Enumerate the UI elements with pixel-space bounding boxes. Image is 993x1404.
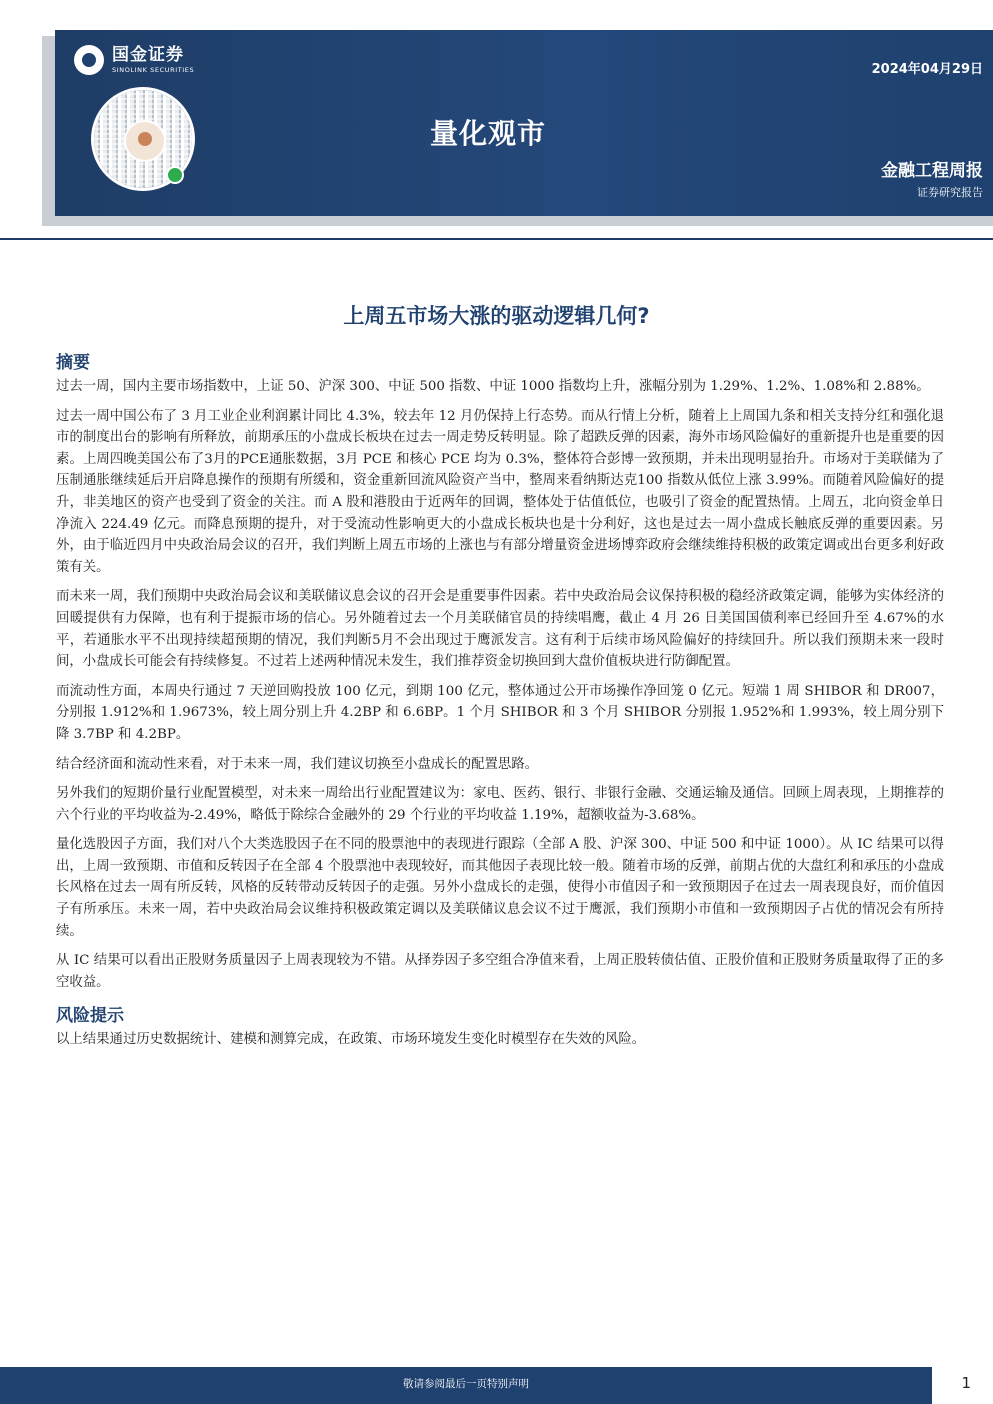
logo-cn-text: 国金证券 — [112, 44, 184, 65]
summary-paragraph: 另外我们的短期价量行业配置模型，对未来一周给出行业配置建议为：家电、医药、银行、非银行金融、交通运输及通信。回顾上周表现，上期推荐的六个行业的平均收益为-2.49%，略低于除综合金融外的 29 个行业的平均收益 1.19%，超额收益为-3.68%。 — [56, 786, 944, 823]
summary-paragraph: 而未来一周，我们预期中央政治局会议和美联储议息会议的召开会是重要事件因素。若中央政治局会议保持积极的稳经济政策定调，能够为实体经济的回暖提供有力保障，也有利于提振市场的信心。另外随着过去一个月美联储官员的持续唱鹰，截止 4 月 26 日美国国债利率已经回升至 4.67%的水平，若通胀水平不出现持续超预期的情况，我们判断5月不会出现过于鹰派发言。这有利于后续市场风险偏好的持续回升。所以我们预期未来一段时间，小盘成长可能会有持续修复。不过若上述两种情况未发生，我们推荐资金切换回到大盘价值板块进行防御配置。 — [56, 589, 944, 670]
report-date: 2024年04月29日 — [871, 62, 983, 77]
summary-paragraph: 过去一周中国公布了 3 月工业企业利润累计同比 4.3%，较去年 12 月仍保持上行态势。而从行情上分析，随着上上周国九条和相关支持分红和强化退市的制度出台的影响有所释放，前期承压的小盘成长板块在过去一周走势反转明显。除了超跌反弹的因素，海外市场风险偏好的重新提升也是重要的因素。上周四晚美国公布了3月的PCE通胀数据，3月 PCE 和核心 PCE 均为 0.3%，整体符合彭博一致预期，并未出现明显抬升。市场对于美联储为了压制通胀继续延后开启降息操作的预期有所缓和，资金重新回流风险资产当中，整周来看纳斯达克100 指数从低位上涨 3.99%。而随着风险偏好的提升，非美地区的资产也受到了资金的关注。而 A 股和港股由于近两年的回调，整体处于估值低位，也吸引了资金的配置热情。上周五，北向资金单日净流入 224.49 亿元。而降息预期的提升，对于受流动性影响更大的小盘成长板块也是十分利好，这也是过去一周小盘成长触底反弹的重要因素。另外，由于临近四月中央政治局会议的召开，我们判断上周五市场的上涨也与有部分增量资金进场博弈政府会继续维持积极的政策定调或出台更多利好政策有关。 — [56, 408, 944, 575]
company-logo — [74, 42, 194, 78]
summary-paragraph: 量化选股因子方面，我们对八个大类选股因子在不同的股票池中的表现进行跟踪（全部 A 股、沪深 300、中证 500 和中证 1000）。从 IC 结果可以得出，上周一致预期、市值和反转因子在全部 4 个股票池中表现较好，而其他因子表现比较一般。随着市场的反弹，前期占优的大盘红利和承压的小盘成长风格在过去一周有所反转，风格的反转带动反转因子的走强。另外小盘成长的走强，使得小市值因子和一致预期因子在过去一周表现良好，而价值因子有所承压。未来一周，若中央政治局会议维持积极政策定调以及美联储议息会议不过于鹰派，我们预期小市值和一致预期因子占优的情况会有所持续。 — [56, 837, 944, 939]
summary-paragraph: 而流动性方面，本周央行通过 7 天逆回购投放 100 亿元，到期 100 亿元，整体通过公开市场操作净回笼 0 亿元。短端 1 周 SHIBOR 和 DR007，分别报 1.912%和 1.9673%，较上周分别上升 4.2BP 和 6.6BP。1 个月 SHIBOR 和 3 个月 SHIBOR 分别报 1.952%和 1.993%，较上周分别下降 3.7BP 和 4.2BP。 — [56, 683, 944, 742]
logo-icon — [74, 45, 104, 75]
qr-code-icon — [94, 90, 192, 188]
summary-heading: 摘要 — [56, 353, 90, 373]
risk-heading: 风险提示 — [56, 1006, 124, 1027]
mini-program-badge-icon — [166, 166, 184, 184]
header-divider — [0, 238, 993, 240]
summary-paragraph: 过去一周，国内主要市场指数中，上证 50、沪深 300、中证 500 指数、中证 1000 指数均上升，涨幅分别为 1.29%、1.2%、1.08%和 2.88%。 — [56, 379, 930, 394]
report-category: 证券研究报告 — [917, 186, 983, 199]
document-title: 上周五市场大涨的驱动逻辑几何? — [343, 304, 650, 328]
report-type: 金融工程周报 — [881, 161, 983, 181]
main-content — [56, 348, 944, 1059]
qr-center-logo — [124, 120, 166, 162]
summary-paragraph: 从 IC 结果可以看出正股财务质量因子上周表现较为不错。从择券因子多空组合净值来看，上周正股转债估值、正股价值和正股财务质量取得了正的多空收益。 — [56, 953, 944, 990]
report-series-name: 量化观市 — [430, 117, 547, 150]
risk-paragraph: 以上结果通过历史数据统计、建模和测算完成，在政策、市场环境发生变化时模型存在失效的风险。 — [56, 1032, 646, 1048]
page-number: 1 — [961, 1374, 971, 1392]
summary-paragraph: 结合经济面和流动性来看，对于未来一周，我们建议切换至小盘成长的配置思路。 — [56, 756, 539, 772]
footer-disclaimer: 敬请参阅最后一页特别声明 — [403, 1378, 529, 1390]
logo-en-text: SINOLINK SECURITIES — [112, 65, 195, 74]
